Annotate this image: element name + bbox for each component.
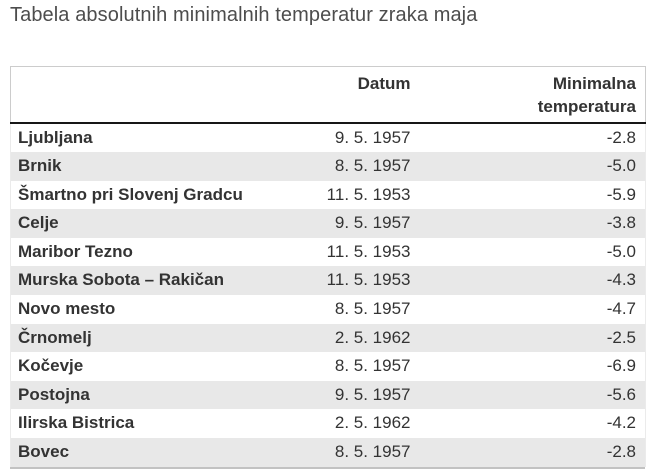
- table-row: [11, 209, 646, 238]
- header-row: [11, 67, 646, 123]
- date-cell: 8. 5. 1957: [291, 295, 411, 324]
- temp-cell: -5.9: [411, 181, 646, 210]
- station-cell: Črnomelj: [11, 324, 291, 353]
- date-cell: 9. 5. 1957: [291, 123, 411, 153]
- temp-cell: -6.9: [411, 352, 646, 381]
- table-row: [11, 181, 646, 210]
- date-cell: 11. 5. 1953: [291, 238, 411, 267]
- temp-cell: -2.5: [411, 324, 646, 353]
- table-row: [11, 352, 646, 381]
- page-title: Tabela absolutnih minimalnih temperatur zraka maja: [10, 4, 478, 26]
- station-cell: Brnik: [11, 152, 291, 181]
- station-cell: Postojna: [11, 381, 291, 410]
- date-cell: 2. 5. 1962: [291, 324, 411, 353]
- table-header: [11, 67, 646, 123]
- temp-cell: -5.0: [411, 238, 646, 267]
- temp-cell: -4.2: [411, 409, 646, 438]
- table-row: [11, 238, 646, 267]
- station-cell: Ilirska Bistrica: [11, 409, 291, 438]
- column-header-minimalna-temperatura: [411, 67, 646, 123]
- column-header-station: [11, 67, 291, 123]
- station-cell: Maribor Tezno: [11, 238, 291, 267]
- table-row: [11, 381, 646, 410]
- date-cell: 11. 5. 1953: [291, 181, 411, 210]
- station-cell: Šmartno pri Slovenj Gradcu: [11, 181, 291, 210]
- temp-cell: -5.0: [411, 152, 646, 181]
- temp-cell: -4.3: [411, 266, 646, 295]
- date-cell: 9. 5. 1957: [291, 209, 411, 238]
- date-cell: 11. 5. 1953: [291, 266, 411, 295]
- column-header-datum: Datum: [291, 67, 411, 123]
- table-row: [11, 123, 646, 153]
- temp-cell: -2.8: [411, 123, 646, 153]
- temp-cell: -2.8: [411, 438, 646, 467]
- date-cell: 2. 5. 1962: [291, 409, 411, 438]
- table-row: [11, 266, 646, 295]
- temp-cell: -5.6: [411, 381, 646, 410]
- table-row: [11, 438, 646, 467]
- station-cell: Novo mesto: [11, 295, 291, 324]
- station-cell: Murska Sobota – Rakičan: [11, 266, 291, 295]
- date-cell: 8. 5. 1957: [291, 152, 411, 181]
- table-row: [11, 409, 646, 438]
- table-row: [11, 152, 646, 181]
- date-cell: 9. 5. 1957: [291, 381, 411, 410]
- table-row: [11, 295, 646, 324]
- min-temperature-table: [10, 66, 646, 467]
- temp-cell: -4.7: [411, 295, 646, 324]
- temp-cell: -3.8: [411, 209, 646, 238]
- date-cell: 8. 5. 1957: [291, 438, 411, 467]
- station-cell: Bovec: [11, 438, 291, 467]
- station-cell: Celje: [11, 209, 291, 238]
- station-cell: Ljubljana: [11, 123, 291, 153]
- table-row: [11, 324, 646, 353]
- table-body: [11, 123, 646, 467]
- date-cell: 8. 5. 1957: [291, 352, 411, 381]
- table-bottom-border: [10, 467, 645, 469]
- column-header-minimalna-temperatura-label: Minimalna temperatura: [537, 74, 636, 116]
- station-cell: Kočevje: [11, 352, 291, 381]
